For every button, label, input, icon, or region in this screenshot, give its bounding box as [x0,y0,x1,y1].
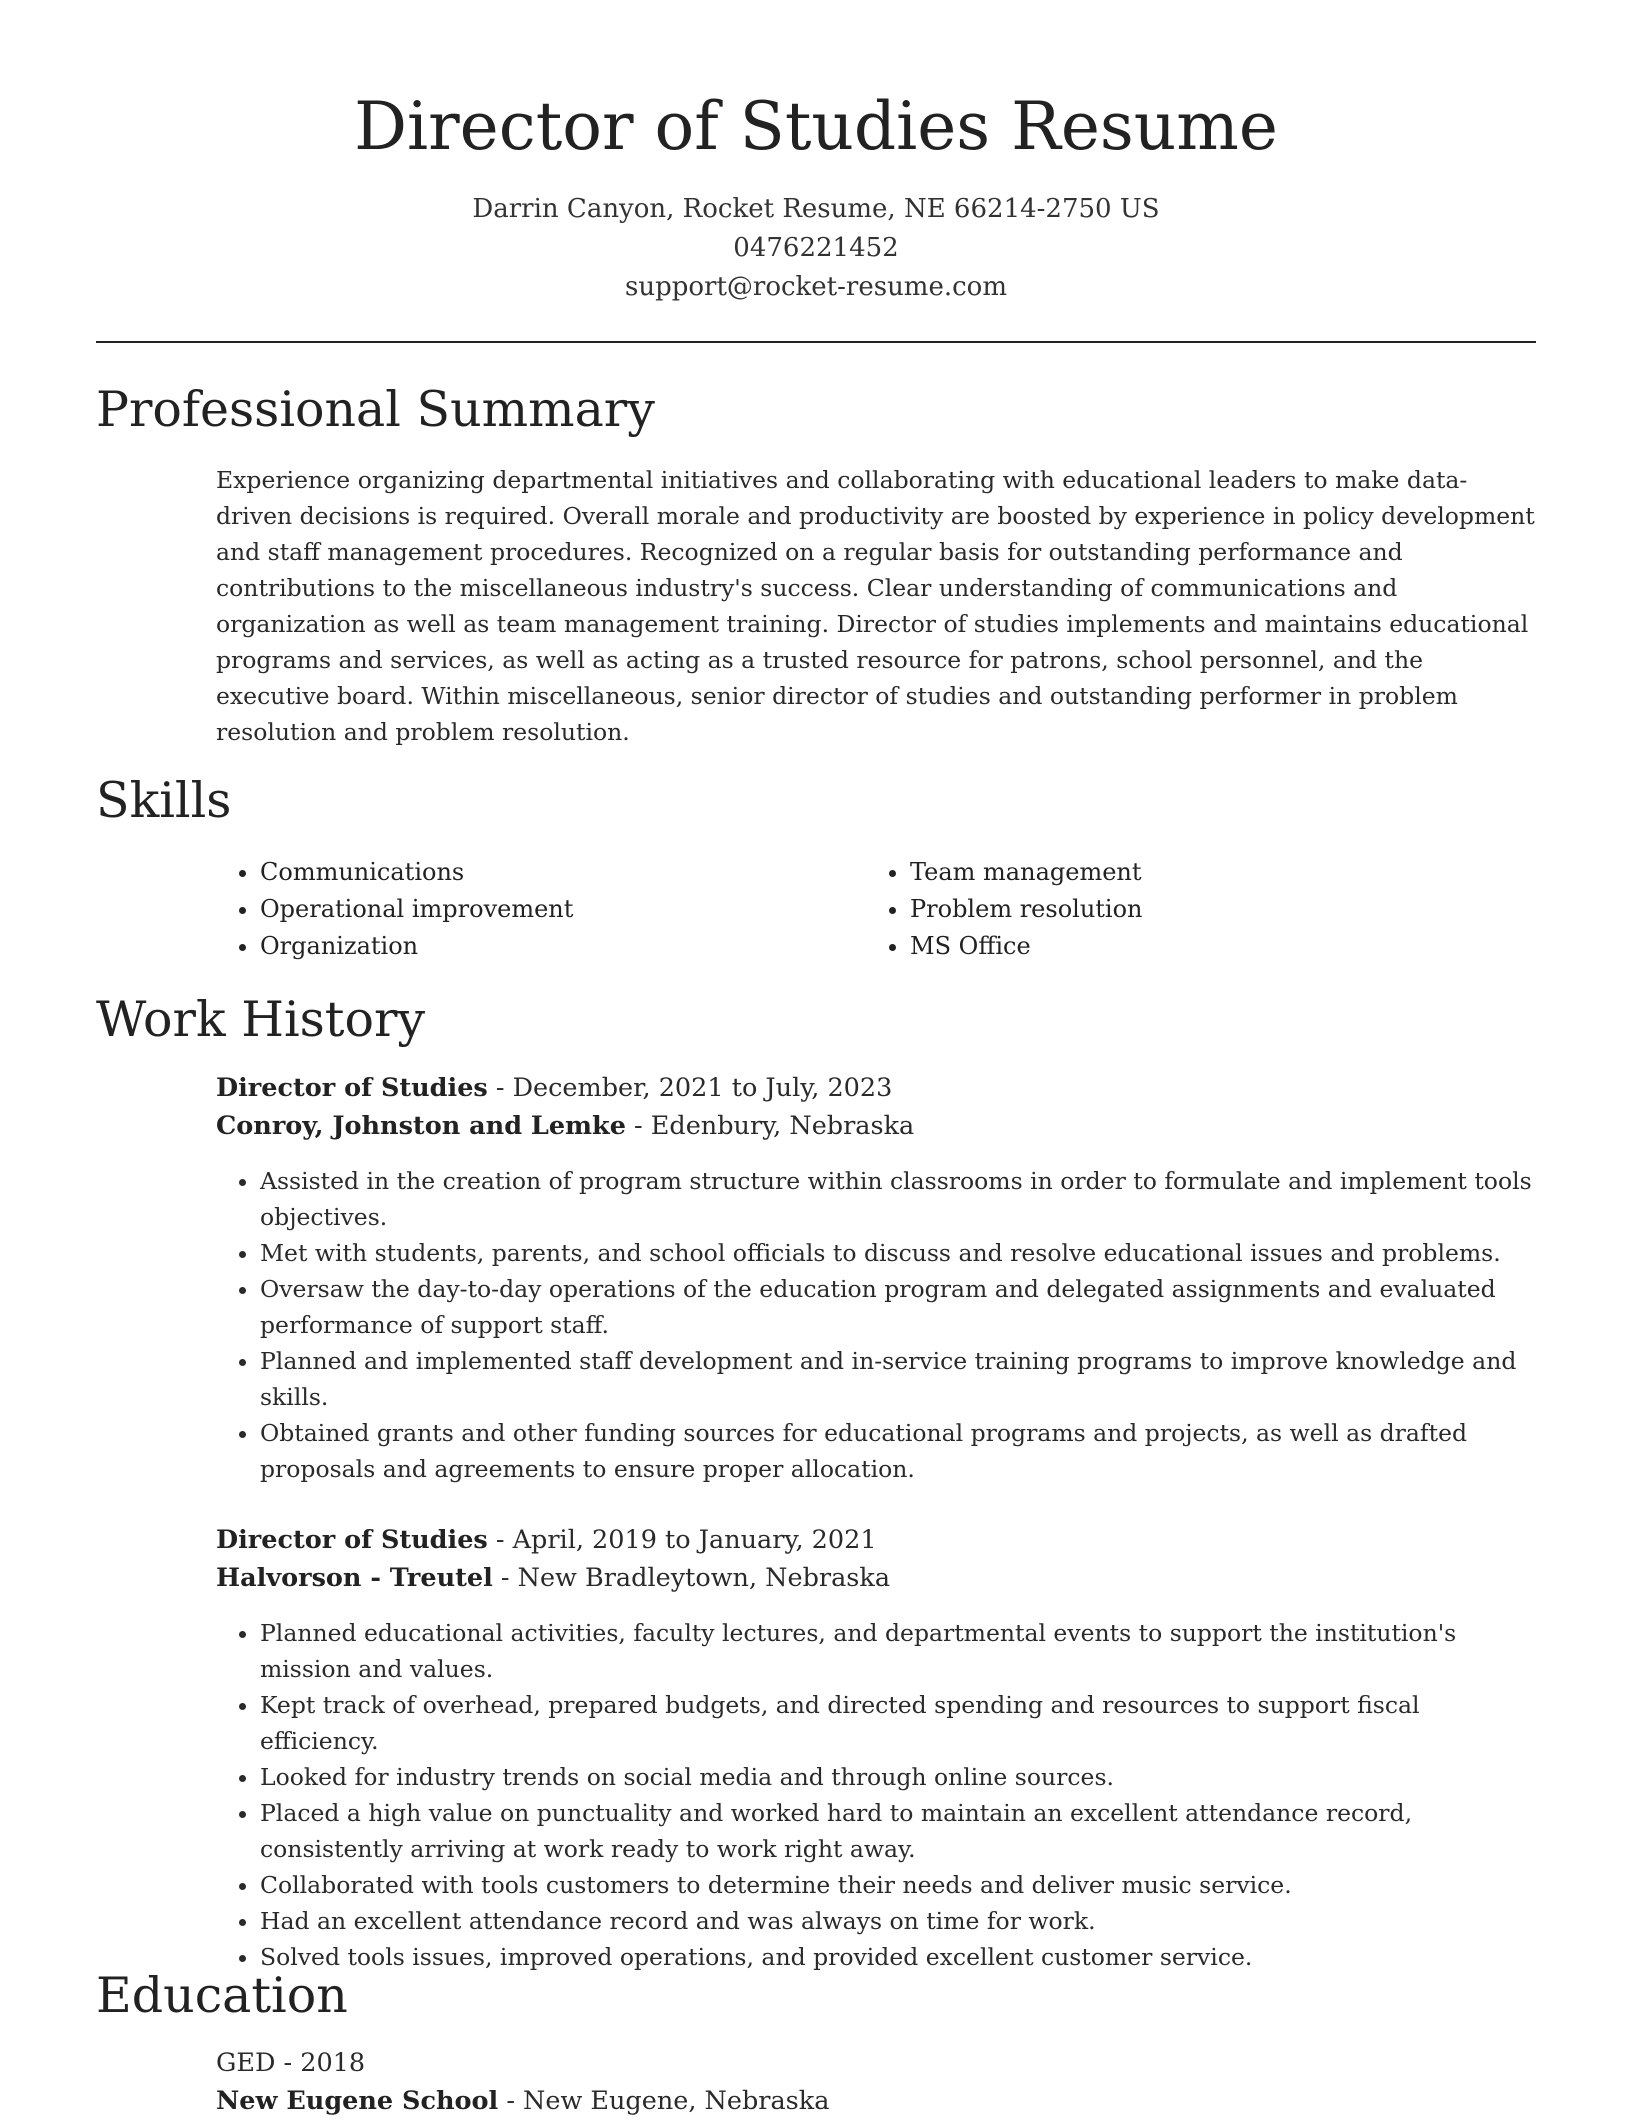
job-1-company-line: Conroy, Johnston and Lemke - Edenbury, Nebraska [216,1111,915,1141]
job-bullet: • Collaborated with tools customers to determine their needs and deliver music service. [260,1867,1536,1903]
skills-heading: Skills [96,772,232,829]
skills-column-left [216,854,866,965]
skill-item: • Communications [260,854,866,891]
work-history-heading: Work History [96,991,426,1048]
skill-item: • Team management [910,854,1516,891]
contact-block [0,190,1632,307]
job-1-company: Conroy, Johnston and Lemke [216,1111,626,1141]
education-heading: Education [96,1967,348,2024]
skill-item: • Organization [260,928,866,965]
contact-email[interactable]: support@rocket-resume.com [624,272,1007,302]
job-2-location: New Bradleytown, Nebraska [517,1563,891,1593]
job-1-dates: December, 2021 to July, 2023 [512,1073,893,1103]
job-bullet: • Planned educational activities, faculty lectures, and departmental events to support the institution's mission and values. [260,1615,1536,1687]
education-school: New Eugene School [216,2086,499,2116]
job-2-dates: April, 2019 to January, 2021 [512,1525,877,1555]
education-degree-line: GED - 2018 [216,2048,366,2078]
job-bullet: • Oversaw the day-to-day operations of the education program and delegated assignments and evaluated performance of support staff. [260,1271,1536,1343]
job-bullet: • Obtained grants and other funding sources for educational programs and projects, as well as drafted proposals and agreements to ensure proper allocation. [260,1415,1536,1487]
education-location: New Eugene, Nebraska [523,2086,830,2116]
contact-address: Darrin Canyon, Rocket Resume, NE 66214-2750 US [472,194,1160,224]
job-bullet: • Looked for industry trends on social media and through online sources. [260,1759,1536,1795]
summary-heading: Professional Summary [96,381,655,438]
contact-phone: 0476221452 [733,233,899,263]
job-1-title: Director of Studies [216,1073,488,1103]
skill-item: • MS Office [910,928,1516,965]
header-divider [96,341,1536,343]
job-2-company: Halvorson - Treutel [216,1563,493,1593]
skill-item: • Operational improvement [260,891,866,928]
job-bullet: • Assisted in the creation of program structure within classrooms in order to formulate and implement tools objectives. [260,1163,1536,1235]
job-2-company-line: Halvorson - Treutel - New Bradleytown, Nebraska [216,1563,891,1593]
job-bullet: • Solved tools issues, improved operations, and provided excellent customer service. [260,1939,1536,1975]
job-bullet: • Planned and implemented staff development and in-service training programs to improve knowledge and skills. [260,1343,1536,1415]
job-1-location: Edenbury, Nebraska [650,1111,915,1141]
resume-title: Director of Studies Resume [354,88,1278,165]
skill-item: • Problem resolution [910,891,1516,928]
job-bullet: • Met with students, parents, and school officials to discuss and resolve educational issues and problems. [260,1235,1536,1271]
job-bullet: • Had an excellent attendance record and was always on time for work. [260,1903,1536,1939]
job-1-bullets [216,1163,1536,1487]
skills-list [216,854,1536,965]
job-1-title-line: Director of Studies - December, 2021 to July, 2023 [216,1073,893,1103]
job-2-title-line: Director of Studies - April, 2019 to January, 2021 [216,1525,877,1555]
education-school-line: New Eugene School - New Eugene, Nebraska [216,2086,830,2116]
job-2-title: Director of Studies [216,1525,488,1555]
job-bullet: • Placed a high value on punctuality and worked hard to maintain an excellent attendance record, consistently arriving at work ready to work right away. [260,1795,1536,1867]
skills-column-right [866,854,1516,965]
job-bullet: • Kept track of overhead, prepared budgets, and directed spending and resources to support fiscal efficiency. [260,1687,1536,1759]
job-2-bullets [216,1615,1536,1975]
education-degree: GED [216,2048,276,2078]
education-year: 2018 [300,2048,366,2078]
summary-text: Experience organizing departmental initiatives and collaborating with educational leaders to make data-driven decisions is required. Overall morale and productivity are boosted by experience in policy development and staff management procedures. Recognized on a regular basis for outstanding performance and contributions to the miscellaneous industry's success. Clear understanding of communications and organization as well as team management training. Director of studies implements and maintains educational programs and services, as well as acting as a trusted resource for patrons, school personnel, and the executive board. Within miscellaneous, senior director of studies and outstanding performer in problem resolution and problem resolution. [216,466,1535,746]
